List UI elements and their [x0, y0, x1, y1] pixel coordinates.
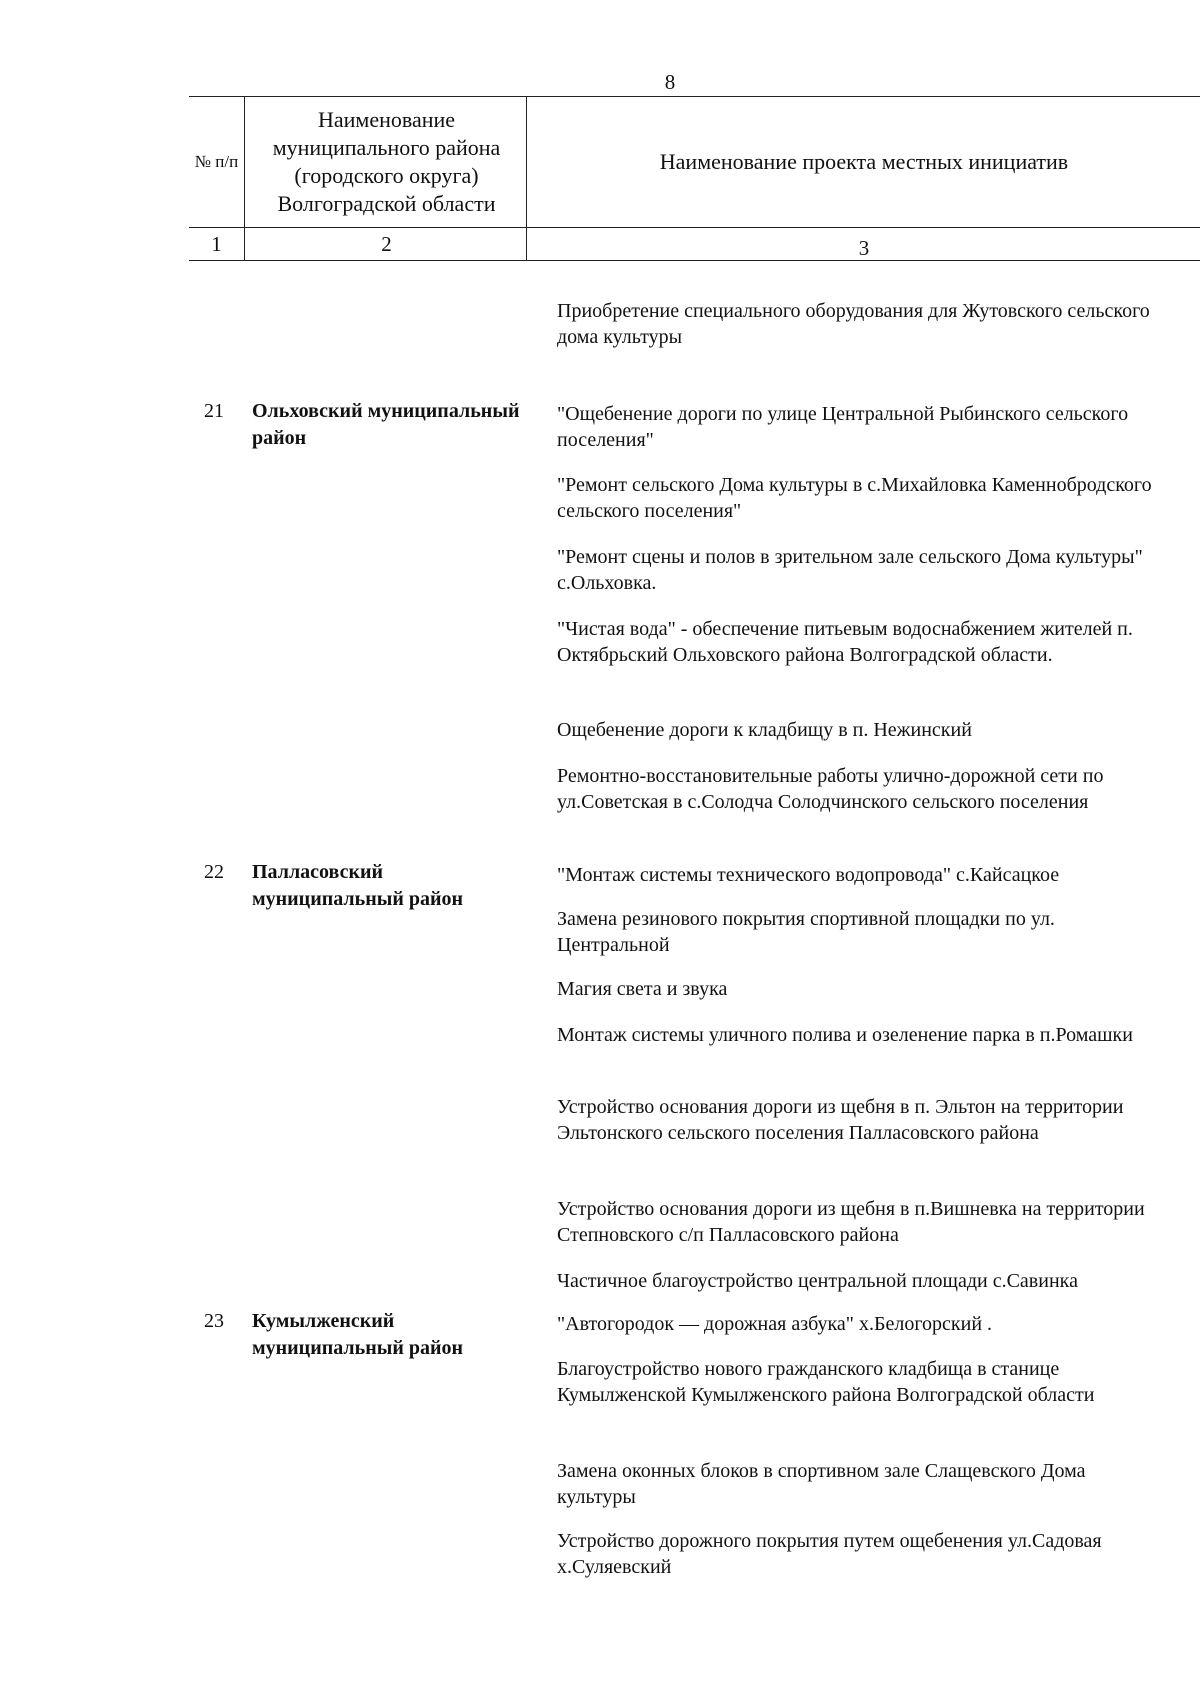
project-item: Благоустройство нового гражданского кладбища в станице Кумылженской Кумылженского района Волгоградской области [557, 1358, 1095, 1406]
project-item: "Монтаж системы технического водопровода" с.Кайсацкое [557, 864, 1060, 886]
project-item: Магия света и звука [557, 978, 728, 1000]
header-col-number: № п/п [194, 152, 239, 171]
project-item: Монтаж системы уличного полива и озеленение парка в п.Ромашки [557, 1024, 1133, 1046]
header-col-project: Наименование проекта местных инициатив [659, 149, 1069, 174]
column-number-3: 3 [858, 236, 870, 260]
continuation-project: Приобретение специального оборудования для Жутовского сельского дома культуры [557, 300, 1150, 348]
project-item: Устройство дорожного покрытия путем ощебенения ул.Садовая х.Суляевский [557, 1530, 1102, 1578]
project-item: Замена оконных блоков в спортивном зале Слащевского Дома культуры [557, 1460, 1086, 1508]
project-item: Частичное благоустройство центральной площади с.Савинка [557, 1270, 1078, 1292]
column-number-2: 2 [381, 232, 392, 256]
project-item: Устройство основания дороги из щебня в п.Вишневка на территории Степновского с/п Палласовского района [557, 1198, 1145, 1246]
project-item: "Автогородок — дорожная азбука" х.Белогорский . [557, 1313, 993, 1335]
project-item: Устройство основания дороги из щебня в п. Эльтон на территории Эльтонского сельского поселения Палласовского района [557, 1096, 1124, 1144]
column-number-1: 1 [211, 232, 222, 256]
header-middle-rule [189, 227, 1200, 228]
row-number: 23 [204, 1310, 224, 1332]
district-name: Палласовский муниципальный район [252, 861, 464, 910]
project-item: "Чистая вода" - обеспечение питьевым водоснабжением жителей п. Октябрьский Ольховского района Волгоградской области. [557, 618, 1133, 666]
project-item: "Ощебенение дороги по улице Центральной Рыбинского сельского поселения" [557, 403, 1129, 451]
project-item: Замена резинового покрытия спортивной площадки по ул. Центральной [557, 908, 1055, 956]
row-number: 21 [204, 400, 224, 422]
header-divider-1 [244, 96, 245, 261]
project-item: Ремонтно-восстановительные работы улично-дорожной сети по ул.Советская в с.Солодча Солодчинского сельского поселения [557, 765, 1104, 813]
district-name: Ольховский муниципальный район [252, 400, 520, 449]
header-col-district: Наименование муниципального района (городского округа) Волгоградской области [272, 107, 501, 216]
project-item: "Ремонт сельского Дома культуры в с.Михайловка Каменнобродского сельского поселения" [557, 474, 1152, 522]
district-name: Кумылженский муниципальный район [252, 1310, 464, 1359]
row-number: 22 [204, 861, 224, 883]
table-header [189, 96, 1200, 261]
project-item: Ощебенение дороги к кладбищу в п. Нежинский [557, 719, 972, 741]
page-number: 8 [664, 70, 676, 94]
project-item: "Ремонт сцены и полов в зрительном зале сельского Дома культуры" с.Ольховка. [557, 546, 1143, 594]
